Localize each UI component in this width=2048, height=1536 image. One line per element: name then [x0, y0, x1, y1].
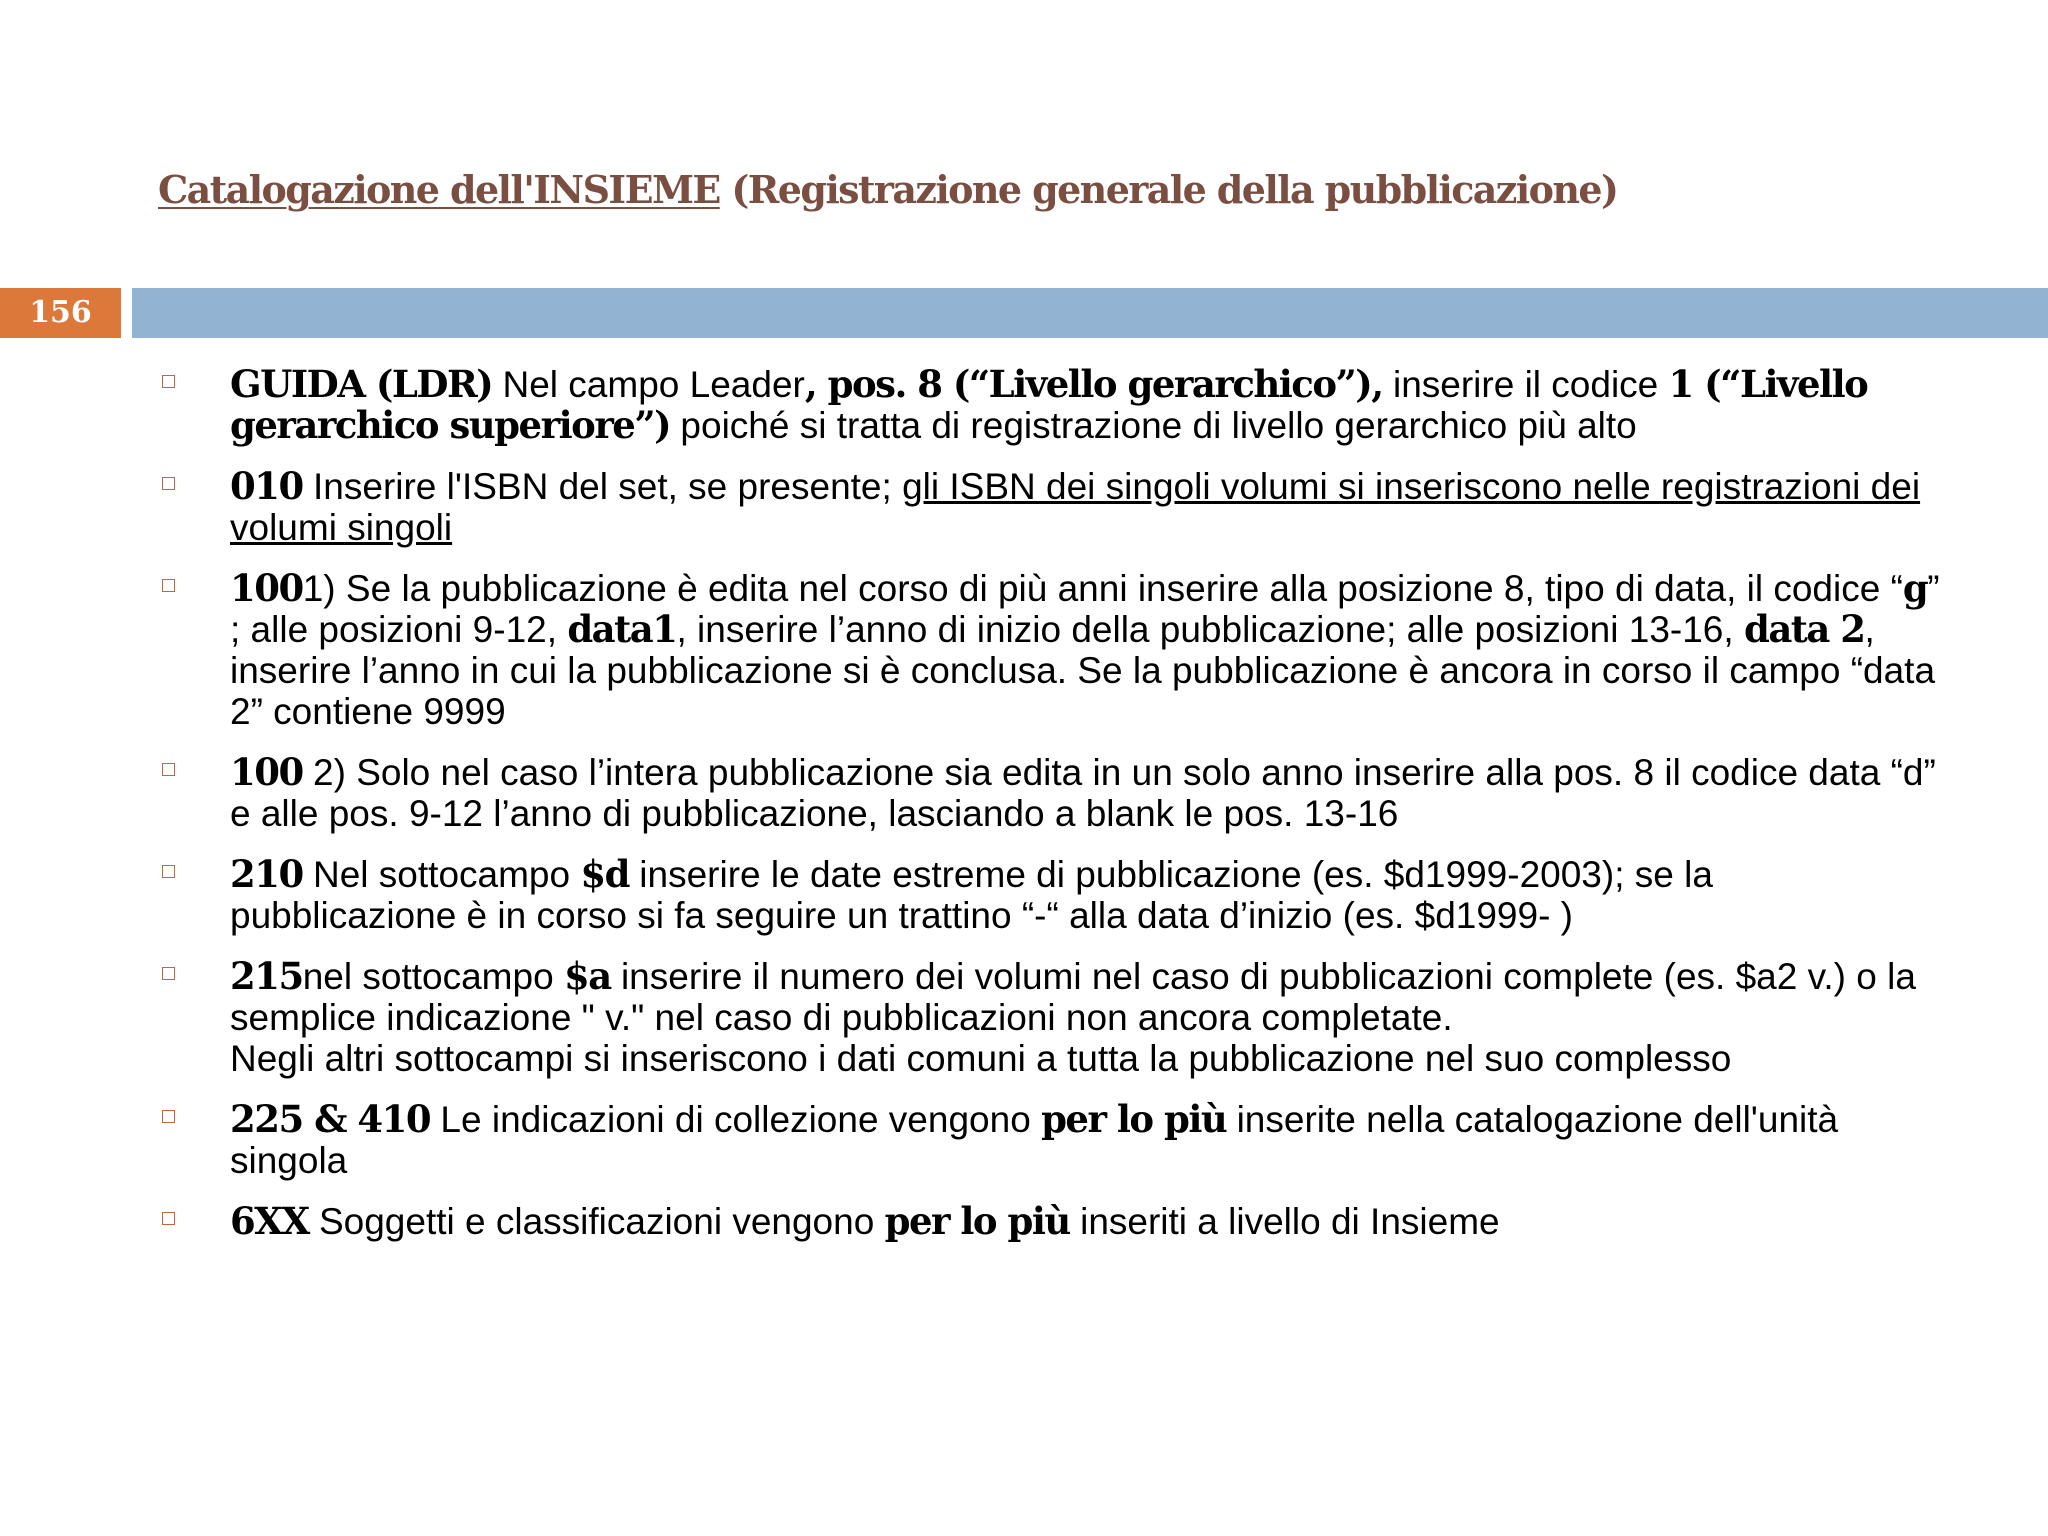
field-code: 100 — [230, 566, 303, 610]
square-bullet-icon — [162, 865, 175, 878]
item-text-second-paragraph: Negli altri sottocampi si inseriscono i dati comuni a tutta la pubblicazione nel suo complesso — [230, 1038, 1732, 1079]
slide-number-badge: 156 — [0, 288, 121, 338]
list-item-010 — [162, 466, 1942, 548]
square-bullet-icon — [162, 477, 175, 490]
header-bar — [132, 288, 2048, 338]
item-text: 1) Se la pubblicazione è edita nel corso di più anni inserire alla posizione 8, tipo di data, il codice “ — [302, 568, 1903, 609]
list-item-6xx — [162, 1201, 1942, 1242]
square-bullet-icon — [162, 375, 175, 388]
list-item-guida-ldr — [162, 364, 1942, 446]
slide-title-underlined: Catalogazione dell'INSIEME — [158, 167, 720, 212]
item-bold-text: , pos. 8 (“Livello gerarchico”), — [804, 362, 1383, 406]
list-item-210 — [162, 854, 1942, 936]
square-bullet-icon — [162, 763, 175, 776]
item-text: , inserire l’anno in cui la pubblicazione si è conclusa. Se la pubblicazione è ancora in corso il campo “data 2” contiene 9999 — [230, 609, 1936, 732]
field-code: 010 — [230, 464, 303, 508]
square-bullet-icon — [162, 1110, 175, 1123]
square-bullet-icon — [162, 579, 175, 592]
list-item-225-410 — [162, 1099, 1942, 1181]
item-text: 2) Solo nel caso l’intera pubblicazione sia edita in un solo anno inserire alla pos. 8 il codice data “d” e alle pos. 9-12 l’anno di pubblicazione, lasciando a blank le pos. 13-16 — [230, 752, 1936, 834]
item-text: inserite nella catalogazione dell'unità singola — [230, 1099, 1839, 1181]
list-item-215 — [162, 956, 1942, 1079]
item-bold-text: per lo più — [1041, 1097, 1227, 1141]
list-item-100-2 — [162, 752, 1942, 834]
field-code: GUIDA (LDR) — [230, 362, 493, 406]
item-bold-text: data 2 — [1743, 607, 1865, 651]
item-underlined-text: gli ISBN dei singoli volumi si inseriscono nelle registrazioni dei volumi singoli — [230, 466, 1921, 548]
square-bullet-icon — [162, 1212, 175, 1225]
slide-title-rest: (Registrazione generale della pubblicazione) — [719, 167, 1618, 212]
item-text: inserire le date estreme di pubblicazione (es. $d1999-2003); se la pubblicazione è in corso si fa seguire un trattino “-“ alla data d’inizio (es. $d1999- ) — [230, 854, 1713, 936]
item-bold-text: data1 — [567, 607, 677, 651]
item-text: Le indicazioni di collezione vengono — [430, 1099, 1042, 1140]
field-code: 100 — [230, 750, 303, 794]
item-text: Nel campo Leader — [492, 364, 805, 405]
field-code: 6XX — [230, 1199, 309, 1243]
item-bold-text: per lo più — [884, 1199, 1070, 1243]
list-item-100-1 — [162, 568, 1942, 732]
square-bullet-icon — [162, 967, 175, 980]
item-bold-text: $a — [563, 954, 611, 998]
field-code: 215 — [230, 954, 303, 998]
item-bold-text: g — [1902, 566, 1928, 610]
item-bold-text: 1 (“Livello gerarchico superiore”) — [230, 362, 1868, 447]
field-code: 225 & 410 — [230, 1097, 431, 1141]
item-text: inseriti a livello di Insieme — [1069, 1201, 1500, 1242]
item-text: nel sottocampo — [302, 956, 564, 997]
slide-title — [158, 167, 1617, 212]
item-text: inserire il numero dei volumi nel caso di pubblicazioni complete (es. $a2 v.) o la semplice indicazione " v." nel caso di pubblicazioni non ancora completate. — [230, 956, 1916, 1038]
item-text: ” ; alle posizioni 9-12, — [230, 568, 1940, 650]
item-text: Inserire l'ISBN del set, se presente; — [302, 466, 903, 507]
field-code: 210 — [230, 852, 303, 896]
item-text: poiché si tratta di registrazione di livello gerarchico più alto — [670, 405, 1637, 446]
item-text: Soggetti e classificazioni vengono — [308, 1201, 885, 1242]
item-text: inserire il codice — [1382, 364, 1669, 405]
item-text: Nel sottocampo — [302, 854, 581, 895]
item-bold-text: $d — [580, 852, 629, 896]
content-list — [162, 364, 1942, 1262]
item-text: , inserire l’anno di inizio della pubblicazione; alle posizioni 13-16, — [676, 609, 1744, 650]
